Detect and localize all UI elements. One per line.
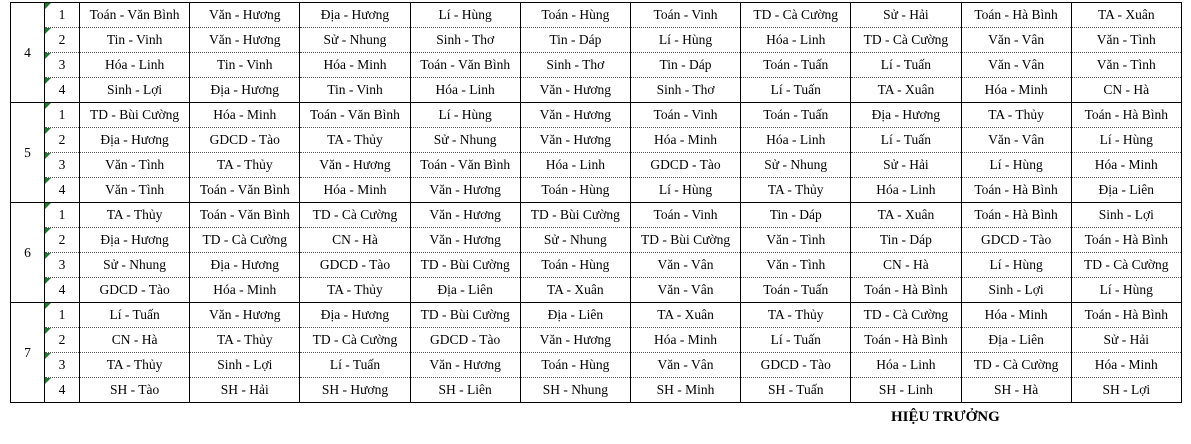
schedule-row	[11, 228, 1182, 253]
class-cell: SH - Hải	[190, 378, 300, 403]
class-cell: Toán - Hà Bình	[1071, 103, 1181, 128]
period-cell	[45, 78, 80, 103]
class-cell: Tin - Dáp	[851, 228, 961, 253]
class-cell: Sử - Nhung	[410, 128, 520, 153]
class-cell: Văn - Hương	[410, 228, 520, 253]
period-number: 3	[58, 257, 66, 272]
class-cell: SH - Linh	[851, 378, 961, 403]
class-cell: Sinh - Lợi	[1071, 203, 1181, 228]
period-cell	[45, 153, 80, 178]
class-cell: Hóa - Minh	[961, 78, 1071, 103]
class-cell: Văn - Tình	[80, 153, 190, 178]
period-number: 2	[58, 332, 66, 347]
day-cell: 4	[11, 3, 45, 103]
period-cell	[45, 303, 80, 328]
class-cell: Lí - Tuấn	[851, 53, 961, 78]
class-cell: TA - Thủy	[80, 353, 190, 378]
class-cell: Lí - Tuấn	[80, 303, 190, 328]
class-cell: TD - Bùi Cường	[410, 303, 520, 328]
period-number: 2	[58, 32, 66, 47]
schedule-row	[11, 128, 1182, 153]
class-cell: Lí - Tuấn	[741, 78, 851, 103]
timetable-sheet	[10, 2, 1181, 403]
class-cell: Sinh - Thơ	[630, 78, 740, 103]
class-cell: Địa - Hương	[300, 3, 410, 28]
period-number: 4	[58, 382, 66, 397]
timetable	[10, 2, 1182, 403]
class-cell: TD - Cà Cường	[1071, 253, 1181, 278]
class-cell: Sinh - Lợi	[80, 78, 190, 103]
class-cell: TA - Thủy	[741, 303, 851, 328]
class-cell: TD - Cà Cường	[851, 303, 961, 328]
class-cell: GDCD - Tào	[300, 253, 410, 278]
class-cell: Văn - Vân	[630, 278, 740, 303]
class-cell: TA - Xuân	[851, 78, 961, 103]
class-cell: TD - Cà Cường	[961, 353, 1071, 378]
class-cell: Hóa - Minh	[630, 128, 740, 153]
class-cell: Hóa - Linh	[410, 78, 520, 103]
class-cell: TD - Cà Cường	[300, 203, 410, 228]
schedule-row	[11, 203, 1182, 228]
class-cell: Lí - Tuấn	[741, 328, 851, 353]
corner-marker-icon	[45, 128, 51, 134]
class-cell: Địa - Liên	[410, 278, 520, 303]
class-cell: Toán - Hùng	[520, 178, 630, 203]
day-cell: 5	[11, 103, 45, 203]
class-cell: Tin - Dáp	[741, 203, 851, 228]
corner-marker-icon	[45, 178, 51, 184]
class-cell: Địa - Hương	[80, 228, 190, 253]
class-cell: Hóa - Minh	[300, 178, 410, 203]
class-cell: Văn - Tình	[1071, 28, 1181, 53]
class-cell: TD - Cà Cường	[190, 228, 300, 253]
period-number: 1	[58, 307, 66, 322]
period-cell	[45, 253, 80, 278]
corner-marker-icon	[45, 28, 51, 34]
class-cell: Tin - Vinh	[190, 53, 300, 78]
class-cell: Văn - Tình	[741, 228, 851, 253]
class-cell: Văn - Vân	[961, 28, 1071, 53]
schedule-row	[11, 28, 1182, 53]
class-cell: Tin - Dáp	[520, 28, 630, 53]
class-cell: GDCD - Tào	[80, 278, 190, 303]
class-cell: TD - Cà Cường	[851, 28, 961, 53]
class-cell: Sinh - Lợi	[190, 353, 300, 378]
class-cell: Lí - Hùng	[630, 28, 740, 53]
class-cell: Hóa - Linh	[741, 128, 851, 153]
class-cell: Văn - Hương	[410, 353, 520, 378]
class-cell: SH - Liên	[410, 378, 520, 403]
class-cell: Toán - Văn Bình	[190, 203, 300, 228]
class-cell: Địa - Hương	[190, 78, 300, 103]
class-cell: Lí - Hùng	[961, 153, 1071, 178]
period-number: 2	[58, 132, 66, 147]
class-cell: TD - Bùi Cường	[520, 203, 630, 228]
class-cell: Toán - Hùng	[520, 253, 630, 278]
period-cell	[45, 203, 80, 228]
class-cell: Hóa - Minh	[630, 328, 740, 353]
class-cell: Văn - Vân	[630, 253, 740, 278]
class-cell: CN - Hà	[80, 328, 190, 353]
class-cell: Toán - Hà Bình	[851, 278, 961, 303]
class-cell: GDCD - Tào	[190, 128, 300, 153]
class-cell: Văn - Hương	[520, 103, 630, 128]
class-cell: Văn - Vân	[961, 53, 1071, 78]
class-cell: Văn - Tình	[1071, 53, 1181, 78]
class-cell: Hóa - Linh	[851, 353, 961, 378]
period-cell	[45, 228, 80, 253]
corner-marker-icon	[45, 203, 51, 209]
class-cell: Sinh - Lợi	[961, 278, 1071, 303]
class-cell: Toán - Vinh	[630, 203, 740, 228]
class-cell: CN - Hà	[1071, 78, 1181, 103]
class-cell: Toán - Vinh	[630, 103, 740, 128]
period-number: 3	[58, 357, 66, 372]
class-cell: Lí - Hùng	[1071, 278, 1181, 303]
class-cell: TD - Bùi Cường	[80, 103, 190, 128]
schedule-row	[11, 3, 1182, 28]
class-cell: Toán - Tuấn	[741, 53, 851, 78]
day-cell: 6	[11, 203, 45, 303]
class-cell: Văn - Vân	[961, 128, 1071, 153]
class-cell: Toán - Văn Bình	[80, 3, 190, 28]
class-cell: Hóa - Linh	[520, 153, 630, 178]
class-cell: Địa - Liên	[520, 303, 630, 328]
period-number: 3	[58, 57, 66, 72]
class-cell: TD - Cà Cường	[300, 328, 410, 353]
class-cell: TA - Thủy	[190, 328, 300, 353]
class-cell: Lí - Tuấn	[851, 128, 961, 153]
corner-marker-icon	[45, 78, 51, 84]
class-cell: Hóa - Minh	[190, 103, 300, 128]
class-cell: Toán - Văn Bình	[410, 153, 520, 178]
class-cell: Sinh - Thơ	[520, 53, 630, 78]
class-cell: Lí - Hùng	[961, 253, 1071, 278]
class-cell: Lí - Hùng	[410, 103, 520, 128]
schedule-row	[11, 78, 1182, 103]
class-cell: GDCD - Tào	[630, 153, 740, 178]
class-cell: Toán - Hùng	[520, 3, 630, 28]
class-cell: TA - Xuân	[1071, 3, 1181, 28]
timetable-body	[11, 3, 1182, 403]
period-cell	[45, 103, 80, 128]
period-cell	[45, 3, 80, 28]
class-cell: TA - Thủy	[961, 103, 1071, 128]
period-cell	[45, 278, 80, 303]
class-cell: Lí - Tuấn	[300, 353, 410, 378]
class-cell: Toán - Hùng	[520, 353, 630, 378]
period-number: 4	[58, 82, 66, 97]
class-cell: GDCD - Tào	[961, 228, 1071, 253]
class-cell: Toán - Hà Bình	[1071, 303, 1181, 328]
corner-marker-icon	[45, 278, 51, 284]
class-cell: Văn - Hương	[190, 3, 300, 28]
class-cell: Hóa - Minh	[961, 303, 1071, 328]
period-number: 1	[58, 7, 66, 22]
class-cell: TA - Thủy	[80, 203, 190, 228]
class-cell: Địa - Hương	[80, 128, 190, 153]
class-cell: SH - Lợi	[1071, 378, 1181, 403]
corner-marker-icon	[45, 328, 51, 334]
class-cell: Sử - Nhung	[80, 253, 190, 278]
class-cell: Văn - Hương	[520, 128, 630, 153]
class-cell: Toán - Hà Bình	[961, 178, 1071, 203]
class-cell: Văn - Hương	[520, 328, 630, 353]
schedule-row	[11, 178, 1182, 203]
period-number: 2	[58, 232, 66, 247]
class-cell: Văn - Hương	[190, 28, 300, 53]
schedule-row	[11, 278, 1182, 303]
corner-marker-icon	[45, 153, 51, 159]
class-cell: Sử - Hải	[851, 153, 961, 178]
schedule-row	[11, 253, 1182, 278]
period-number: 4	[58, 282, 66, 297]
period-number: 1	[58, 107, 66, 122]
class-cell: Toán - Hà Bình	[1071, 228, 1181, 253]
class-cell: Toán - Hà Bình	[851, 328, 961, 353]
period-cell	[45, 378, 80, 403]
period-cell	[45, 28, 80, 53]
class-cell: Tin - Vinh	[300, 78, 410, 103]
class-cell: Văn - Hương	[190, 303, 300, 328]
class-cell: Toán - Văn Bình	[190, 178, 300, 203]
class-cell: Sinh - Thơ	[410, 28, 520, 53]
class-cell: TD - Bùi Cường	[410, 253, 520, 278]
class-cell: TD - Cà Cường	[741, 3, 851, 28]
class-cell: Toán - Hà Bình	[961, 3, 1071, 28]
class-cell: Tin - Vinh	[80, 28, 190, 53]
class-cell: Văn - Hương	[300, 153, 410, 178]
class-cell: TA - Thủy	[190, 153, 300, 178]
class-cell: GDCD - Tào	[410, 328, 520, 353]
class-cell: TA - Xuân	[520, 278, 630, 303]
class-cell: Địa - Hương	[300, 303, 410, 328]
principal-signature-title: HIỆU TRƯỞNG	[891, 409, 1000, 425]
class-cell: CN - Hà	[851, 253, 961, 278]
corner-marker-icon	[45, 103, 51, 109]
period-cell	[45, 128, 80, 153]
class-cell: Hóa - Minh	[1071, 353, 1181, 378]
class-cell: Văn - Hương	[520, 78, 630, 103]
class-cell: Lí - Hùng	[1071, 128, 1181, 153]
corner-marker-icon	[45, 378, 51, 384]
class-cell: Tin - Dáp	[630, 53, 740, 78]
class-cell: Toán - Văn Bình	[410, 53, 520, 78]
class-cell: Sử - Nhung	[300, 28, 410, 53]
day-cell: 7	[11, 303, 45, 403]
period-cell	[45, 353, 80, 378]
class-cell: Sử - Hải	[851, 3, 961, 28]
class-cell: CN - Hà	[300, 228, 410, 253]
class-cell: Toán - Tuấn	[741, 278, 851, 303]
corner-marker-icon	[45, 228, 51, 234]
class-cell: Hóa - Minh	[1071, 153, 1181, 178]
period-cell	[45, 328, 80, 353]
corner-marker-icon	[45, 303, 51, 309]
class-cell: Hóa - Minh	[190, 278, 300, 303]
class-cell: Văn - Tình	[80, 178, 190, 203]
class-cell: Văn - Hương	[410, 203, 520, 228]
corner-marker-icon	[45, 353, 51, 359]
class-cell: SH - Hương	[300, 378, 410, 403]
period-number: 3	[58, 157, 66, 172]
period-number: 4	[58, 182, 66, 197]
class-cell: TA - Xuân	[630, 303, 740, 328]
class-cell: Lí - Hùng	[410, 3, 520, 28]
class-cell: Hóa - Minh	[300, 53, 410, 78]
class-cell: SH - Tào	[80, 378, 190, 403]
class-cell: Toán - Hà Bình	[961, 203, 1071, 228]
class-cell: Sử - Nhung	[741, 153, 851, 178]
class-cell: Hóa - Linh	[741, 28, 851, 53]
class-cell: Địa - Liên	[1071, 178, 1181, 203]
class-cell: Địa - Hương	[851, 103, 961, 128]
class-cell: Toán - Văn Bình	[300, 103, 410, 128]
class-cell: Toán - Vinh	[630, 3, 740, 28]
class-cell: Sử - Nhung	[520, 228, 630, 253]
schedule-row	[11, 378, 1182, 403]
class-cell: Lí - Hùng	[630, 178, 740, 203]
class-cell: TD - Bùi Cường	[630, 228, 740, 253]
class-cell: Văn - Tình	[741, 253, 851, 278]
class-cell: SH - Tuấn	[741, 378, 851, 403]
schedule-row	[11, 103, 1182, 128]
period-number: 1	[58, 207, 66, 222]
class-cell: TA - Thủy	[741, 178, 851, 203]
schedule-row	[11, 53, 1182, 78]
class-cell: TA - Thủy	[300, 278, 410, 303]
corner-marker-icon	[45, 3, 51, 9]
class-cell: Hóa - Linh	[851, 178, 961, 203]
class-cell: SH - Hà	[961, 378, 1071, 403]
class-cell: Địa - Hương	[190, 253, 300, 278]
schedule-row	[11, 353, 1182, 378]
class-cell: Sử - Hải	[1071, 328, 1181, 353]
class-cell: Hóa - Linh	[80, 53, 190, 78]
class-cell: TA - Thủy	[300, 128, 410, 153]
class-cell: Văn - Hương	[410, 178, 520, 203]
period-cell	[45, 178, 80, 203]
class-cell: Toán - Tuấn	[741, 103, 851, 128]
class-cell: SH - Nhung	[520, 378, 630, 403]
corner-marker-icon	[45, 253, 51, 259]
schedule-row	[11, 303, 1182, 328]
class-cell: SH - Minh	[630, 378, 740, 403]
period-cell	[45, 53, 80, 78]
schedule-row	[11, 153, 1182, 178]
schedule-row	[11, 328, 1182, 353]
corner-marker-icon	[45, 53, 51, 59]
class-cell: GDCD - Tào	[741, 353, 851, 378]
class-cell: TA - Xuân	[851, 203, 961, 228]
class-cell: Văn - Vân	[630, 353, 740, 378]
class-cell: Địa - Liên	[961, 328, 1071, 353]
